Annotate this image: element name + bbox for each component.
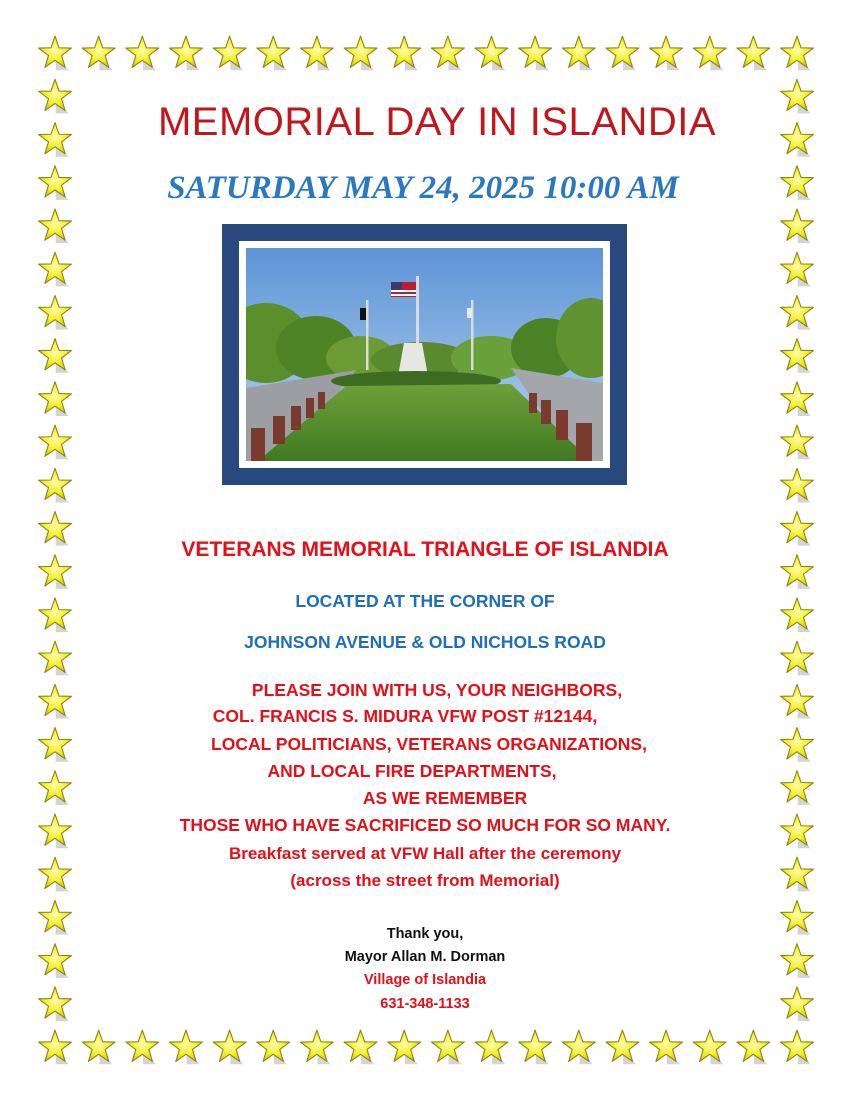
- breakfast-location-note: (across the street from Memorial): [290, 871, 560, 890]
- star-icon: [82, 1030, 115, 1064]
- message-line: LOCAL POLITICIANS, VETERANS ORGANIZATIONS,: [211, 734, 647, 754]
- star-icon: [781, 1030, 814, 1064]
- breakfast-note: Breakfast served at VFW Hall after the ceremony: [228, 844, 622, 863]
- memorial-photo-frame: [222, 224, 627, 485]
- star-icon: [257, 36, 290, 70]
- star-icon: [781, 252, 814, 286]
- star-icon: [781, 382, 814, 416]
- star-icon: [257, 1030, 290, 1064]
- event-title: MEMORIAL DAY IN ISLANDIA: [157, 100, 717, 144]
- message-line: COL. FRANCIS S. MIDURA VFW POST #12144,: [212, 706, 598, 726]
- event-date-time: SATURDAY MAY 24, 2025 10:00 AM: [167, 170, 679, 206]
- star-icon: [693, 36, 726, 70]
- star-icon: [388, 36, 421, 70]
- star-icon: [300, 36, 333, 70]
- star-icon: [39, 36, 72, 70]
- star-icon: [562, 1030, 595, 1064]
- star-icon: [650, 1030, 683, 1064]
- star-icon: [693, 1030, 726, 1064]
- star-icon: [344, 36, 377, 70]
- star-icon: [737, 1030, 770, 1064]
- message-line: PLEASE JOIN WITH US, YOUR NEIGHBORS,: [251, 680, 623, 700]
- signature-name: Mayor Allan M. Dorman: [344, 949, 506, 965]
- star-icon: [39, 295, 72, 329]
- signature-phone: 631-348-1133: [380, 996, 470, 1012]
- star-icon: [39, 209, 72, 243]
- star-icon: [213, 36, 246, 70]
- star-icon: [781, 468, 814, 502]
- star-icon: [475, 36, 508, 70]
- star-icon: [39, 468, 72, 502]
- star-icon: [344, 1030, 377, 1064]
- star-icon: [431, 1030, 464, 1064]
- message-line: AS WE REMEMBER: [362, 788, 528, 808]
- star-icon: [781, 425, 814, 459]
- star-icon: [39, 1030, 72, 1064]
- signature-org: Village of Islandia: [363, 972, 487, 988]
- star-icon: [126, 1030, 159, 1064]
- message-line: AND LOCAL FIRE DEPARTMENTS,: [267, 761, 557, 781]
- star-icon: [388, 1030, 421, 1064]
- star-icon: [562, 36, 595, 70]
- star-icon: [519, 1030, 552, 1064]
- star-icon: [39, 252, 72, 286]
- star-icon: [475, 1030, 508, 1064]
- star-icon: [519, 36, 552, 70]
- photo-mat: [239, 241, 610, 468]
- message-line: THOSE WHO HAVE SACRIFICED SO MUCH FOR SO MANY.: [179, 815, 671, 835]
- star-icon: [169, 1030, 202, 1064]
- star-icon: [737, 36, 770, 70]
- memorial-photo: [246, 248, 603, 461]
- star-icon: [169, 36, 202, 70]
- star-icon: [781, 36, 814, 70]
- star-icon: [82, 36, 115, 70]
- star-icon: [39, 382, 72, 416]
- star-icon: [650, 36, 683, 70]
- star-icon: [39, 425, 72, 459]
- star-icon: [781, 339, 814, 373]
- star-icon: [431, 36, 464, 70]
- location-line-1: LOCATED AT THE CORNER OF: [295, 591, 555, 611]
- star-icon: [606, 1030, 639, 1064]
- location-line-2: JOHNSON AVENUE & OLD NICHOLS ROAD: [244, 632, 606, 652]
- location-name: VETERANS MEMORIAL TRIANGLE OF ISLANDIA: [181, 538, 669, 561]
- star-icon: [39, 339, 72, 373]
- star-icon: [606, 36, 639, 70]
- star-icon: [781, 295, 814, 329]
- star-icon: [781, 209, 814, 243]
- star-icon: [213, 1030, 246, 1064]
- star-icon: [300, 1030, 333, 1064]
- signature-thanks: Thank you,: [386, 926, 464, 942]
- star-icon: [126, 36, 159, 70]
